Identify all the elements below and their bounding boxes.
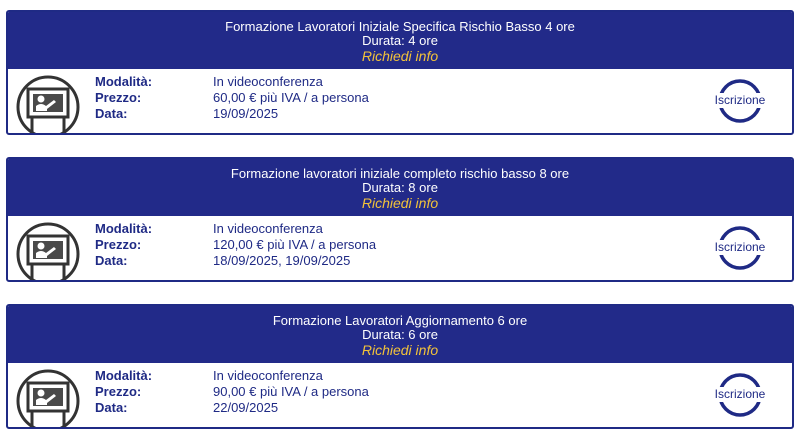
request-info-link[interactable]: Richiedi info: [361, 342, 439, 358]
course-body: [8, 363, 792, 429]
teacher-board-icon: [14, 367, 82, 429]
signup-label: Iscrizione: [708, 240, 772, 255]
course-body: [8, 69, 792, 135]
course-card: [6, 157, 794, 282]
date-value: 18/09/2025, 19/09/2025: [213, 253, 351, 268]
signup-button[interactable]: [708, 78, 772, 124]
price-label: Prezzo:: [95, 237, 142, 252]
date-value: 22/09/2025: [213, 400, 279, 415]
modality-label: Modalità:: [95, 74, 153, 89]
course-header: [8, 306, 792, 363]
course-labels: [95, 221, 152, 269]
course-header: [8, 12, 792, 69]
course-card: [6, 304, 794, 429]
price-value: 120,00 € più IVA / a persona: [213, 237, 377, 252]
teacher-board-icon: [14, 73, 82, 135]
price-label: Prezzo:: [95, 90, 142, 105]
course-title: Formazione Lavoratori Aggiornamento 6 ore: [272, 313, 528, 328]
course-duration: Durata: 8 ore: [362, 180, 438, 195]
request-info-link[interactable]: Richiedi info: [361, 48, 439, 64]
teacher-board-icon: [14, 220, 82, 282]
course-body: [8, 216, 792, 282]
date-value: 19/09/2025: [213, 106, 279, 121]
date-label: Data:: [95, 106, 128, 121]
course-labels: [95, 368, 152, 416]
course-values: [213, 74, 369, 122]
request-info-link[interactable]: Richiedi info: [361, 195, 439, 211]
course-card: [6, 10, 794, 135]
course-title: Formazione lavoratori iniziale completo rischio basso 8 ore: [230, 166, 570, 181]
date-label: Data:: [95, 400, 128, 415]
modality-label: Modalità:: [95, 368, 153, 383]
modality-value: In videoconferenza: [213, 368, 323, 383]
signup-label: Iscrizione: [708, 93, 772, 108]
course-duration: Durata: 6 ore: [362, 327, 438, 342]
date-label: Data:: [95, 253, 128, 268]
modality-value: In videoconferenza: [213, 74, 323, 89]
modality-label: Modalità:: [95, 221, 153, 236]
price-value: 90,00 € più IVA / a persona: [213, 384, 369, 399]
course-values: [213, 368, 369, 416]
price-label: Prezzo:: [95, 384, 142, 399]
modality-value: In videoconferenza: [213, 221, 323, 236]
signup-button[interactable]: [708, 225, 772, 271]
course-header: [8, 159, 792, 216]
signup-button[interactable]: [708, 372, 772, 418]
course-labels: [95, 74, 152, 122]
signup-label: Iscrizione: [708, 387, 772, 402]
price-value: 60,00 € più IVA / a persona: [213, 90, 369, 105]
course-duration: Durata: 4 ore: [362, 33, 438, 48]
course-title: Formazione Lavoratori Iniziale Specifica Rischio Basso 4 ore: [225, 19, 575, 34]
course-values: [213, 221, 376, 269]
